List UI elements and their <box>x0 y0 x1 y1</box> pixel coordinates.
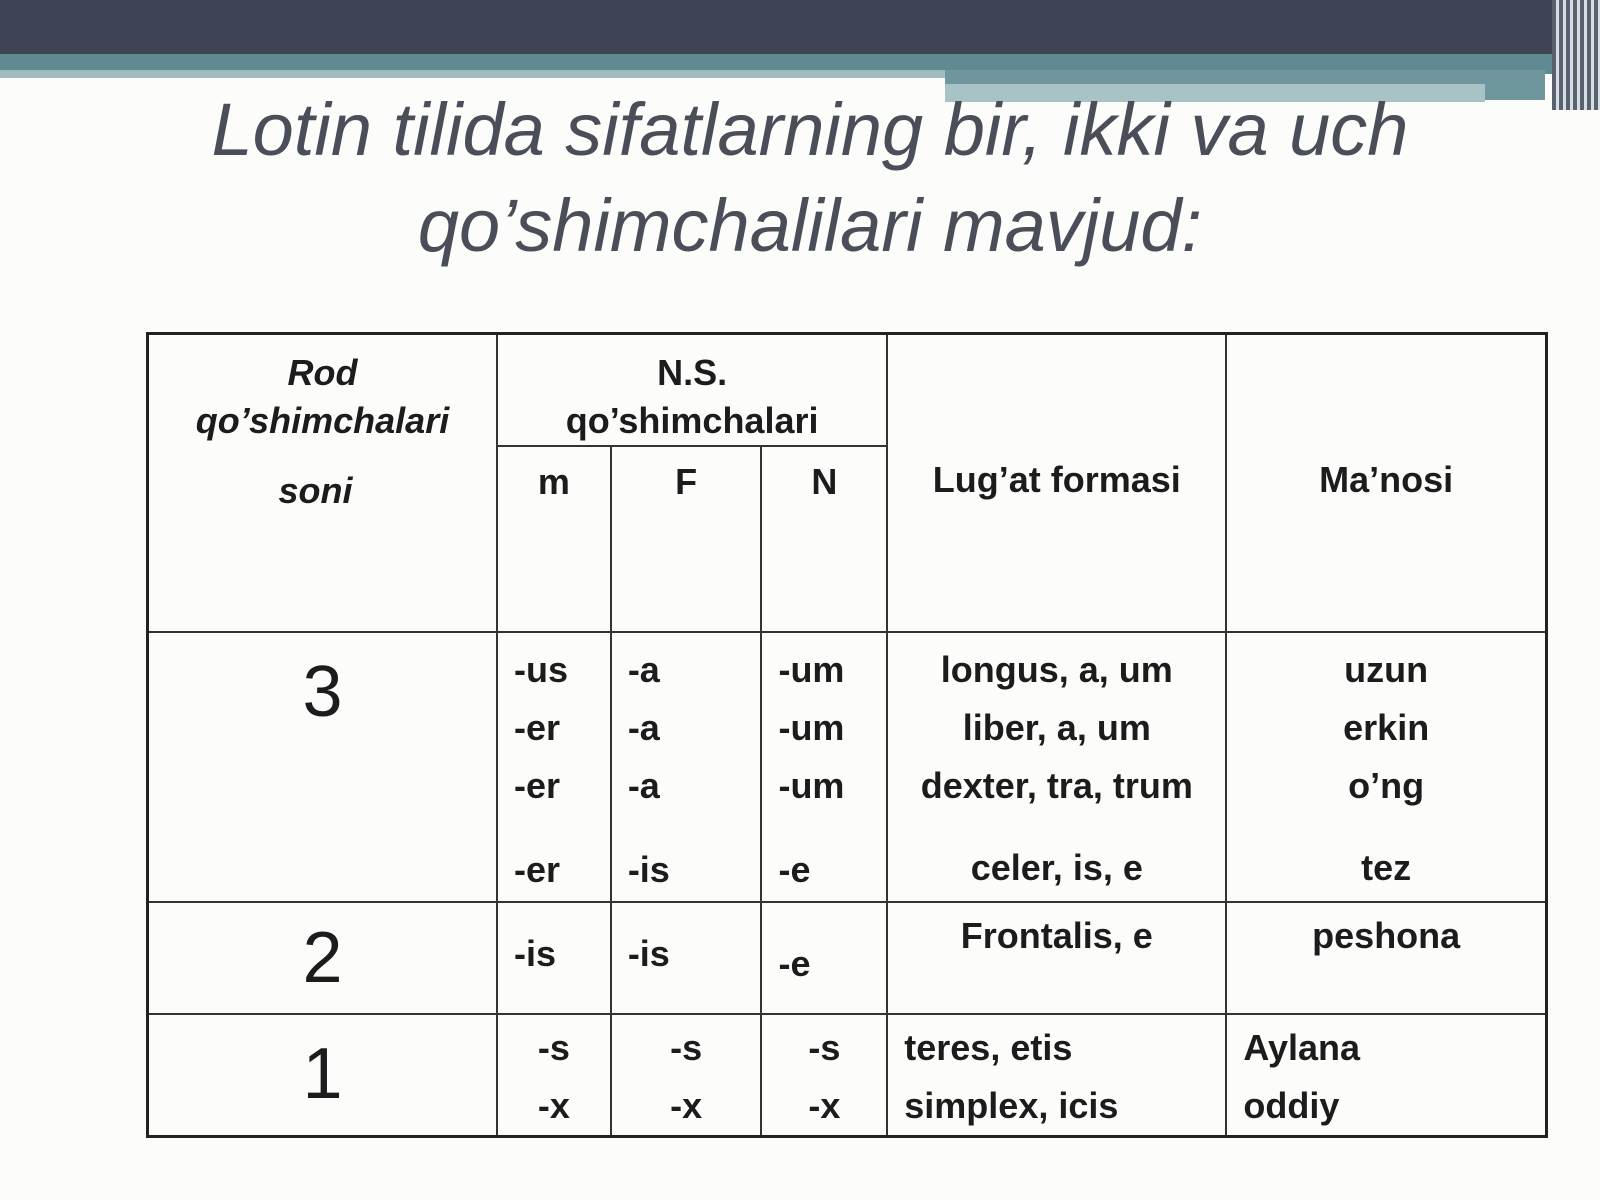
ending-value: -s <box>537 1027 570 1068</box>
meaning-cell <box>1226 632 1546 902</box>
meaning-value: uzun <box>1344 649 1429 690</box>
header-ns-line2: qo’shimchalari <box>565 400 819 441</box>
header-lugat-formasi: Lug’at formasi <box>887 334 1226 633</box>
ending-value: -x <box>808 1085 841 1126</box>
masculine-endings-cell <box>497 632 611 902</box>
slide-title <box>100 82 1520 274</box>
ending-value: -e <box>778 943 811 984</box>
row-count-cell: 2 <box>148 902 498 1014</box>
ending-value: -is <box>627 849 670 890</box>
table-row <box>148 632 1547 902</box>
dictionary-form: dexter, tra, trum <box>920 765 1193 806</box>
dictionary-form-cell <box>887 902 1226 1014</box>
dictionary-form-cell <box>887 1014 1226 1137</box>
table-row <box>148 1014 1547 1137</box>
header-masculine: m <box>497 446 611 632</box>
row-count-cell: 1 <box>148 1014 498 1137</box>
header-rod-line2: qo’shimchalari <box>195 400 450 441</box>
dictionary-form-cell <box>887 632 1226 902</box>
slide-title-line1: Lotin tilida sifatlarning bir, ikki va uch <box>211 88 1409 171</box>
neuter-endings-cell <box>761 902 887 1014</box>
ending-value: -is <box>514 933 557 974</box>
header-rod-count <box>148 334 498 633</box>
ending-value: -er <box>514 849 561 890</box>
meaning-cell <box>1226 902 1546 1014</box>
slide-title-line2: qo’shimchalilari mavjud: <box>417 184 1203 267</box>
header-rod-line3: soni <box>278 470 353 511</box>
dictionary-form: longus, a, um <box>940 649 1173 690</box>
ending-value: -a <box>627 707 660 748</box>
meaning-value: peshona <box>1312 915 1461 956</box>
slide-top-bar <box>0 0 1600 54</box>
meaning-value: tez <box>1361 847 1412 888</box>
ending-value: -s <box>808 1027 841 1068</box>
header-neuter: N <box>761 446 887 632</box>
ending-value: -us <box>514 649 568 690</box>
header-feminine: F <box>611 446 762 632</box>
ending-value: -um <box>778 765 845 806</box>
dictionary-form: teres, etis <box>904 1027 1073 1068</box>
ending-value: -er <box>514 707 561 748</box>
feminine-endings-cell <box>611 632 762 902</box>
dictionary-form: liber, a, um <box>962 707 1151 748</box>
ending-value: -s <box>670 1027 703 1068</box>
header-ns-line1: N.S. <box>657 352 728 393</box>
ending-value: -e <box>778 849 811 890</box>
table-row <box>148 902 1547 1014</box>
row-count-cell: 3 <box>148 632 498 902</box>
ending-value: -um <box>778 649 845 690</box>
dictionary-form: celer, is, e <box>970 847 1143 888</box>
ending-value: -x <box>537 1085 570 1126</box>
feminine-endings-cell <box>611 902 762 1014</box>
masculine-endings-cell <box>497 902 611 1014</box>
ending-value: -er <box>514 765 561 806</box>
meaning-value: o’ng <box>1348 765 1425 806</box>
neuter-endings-cell <box>761 632 887 902</box>
dictionary-form: simplex, icis <box>904 1085 1119 1126</box>
adjective-endings-table <box>146 332 1548 1138</box>
header-ns-endings <box>497 334 887 447</box>
dictionary-form: Frontalis, e <box>960 915 1153 956</box>
neuter-endings-cell <box>761 1014 887 1137</box>
meaning-value: erkin <box>1343 707 1430 748</box>
slide-corner-decoration <box>1552 0 1600 110</box>
header-rod-line1: Rod <box>287 352 358 393</box>
meaning-cell <box>1226 1014 1546 1137</box>
ending-value: -a <box>627 649 660 690</box>
header-manosi: Ma’nosi <box>1226 334 1546 633</box>
slide-accent-strip-light <box>0 70 945 78</box>
ending-value: -is <box>627 933 670 974</box>
ending-value: -x <box>670 1085 703 1126</box>
ending-value: -a <box>627 765 660 806</box>
feminine-endings-cell <box>611 1014 762 1137</box>
masculine-endings-cell <box>497 1014 611 1137</box>
meaning-value: Aylana <box>1243 1027 1361 1068</box>
meaning-value: oddiy <box>1243 1085 1340 1126</box>
ending-value: -um <box>778 707 845 748</box>
